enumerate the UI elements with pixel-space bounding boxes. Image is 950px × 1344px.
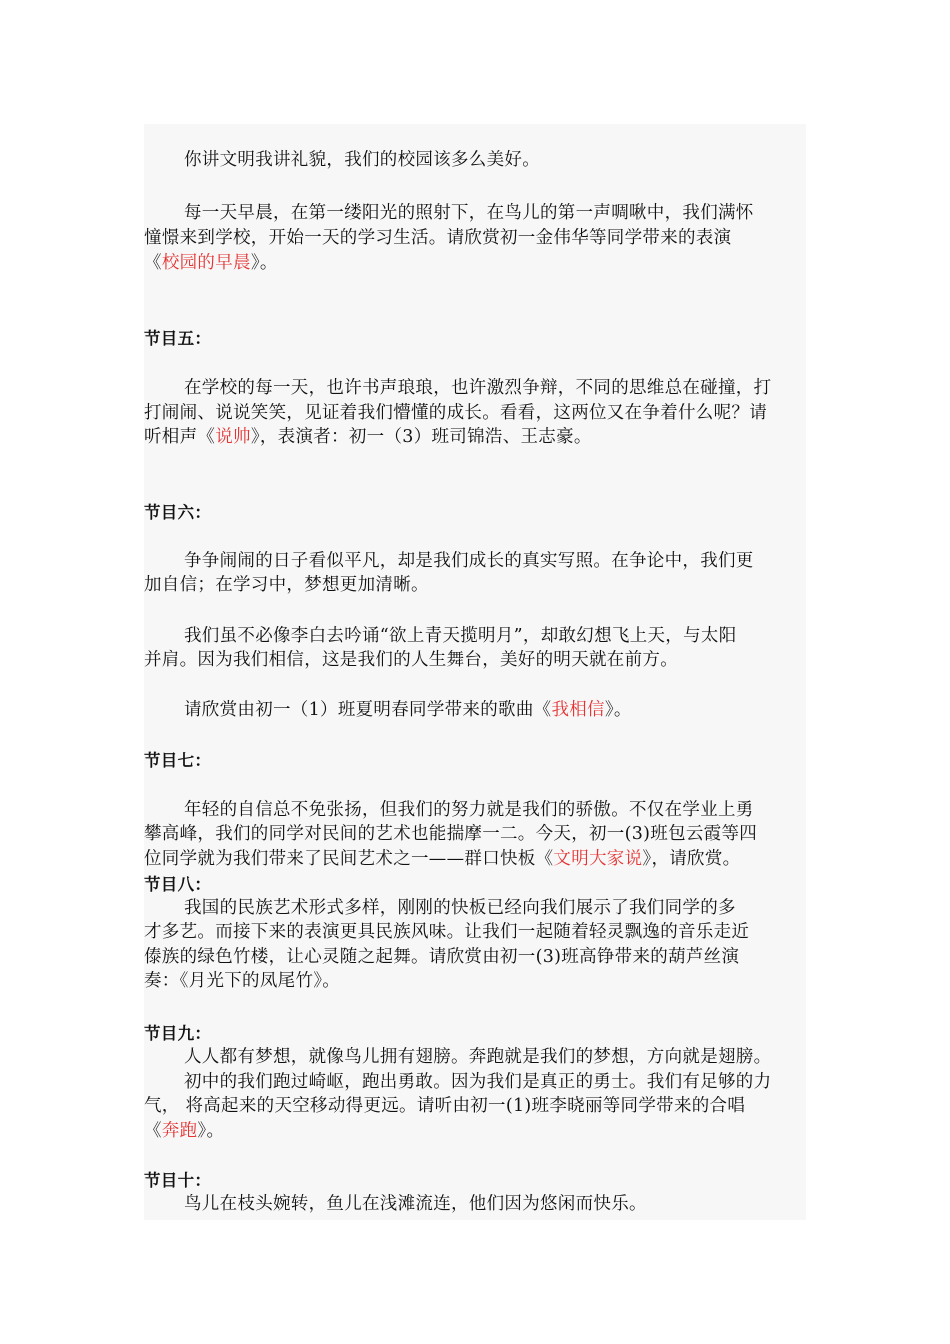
- section-heading-6: 节目六：: [144, 503, 212, 522]
- section-heading-9: 节目九：: [144, 1024, 212, 1043]
- section-10-line: 鸟儿在枝头婉转，鱼儿在浅滩流连，他们因为悠闲而快乐。: [184, 1194, 647, 1214]
- text-span: 位同学就为我们带来了民间艺术之一——群口快板《: [144, 849, 554, 869]
- section-9-line: [144, 1119, 806, 1144]
- text-span: 请欣赏由初一（1）班夏明春同学带来的歌曲《: [184, 700, 552, 720]
- section-8-line: 才多艺。而接下来的表演更具民族风味。让我们一起随着轻灵飘逸的音乐走近: [144, 922, 750, 942]
- text-span: 《: [144, 253, 162, 273]
- section-5-line: 打闹闹、说说笑笑，见证着我们懵懂的成长。看看，这两位又在争着什么呢？请: [144, 403, 767, 423]
- section-8-line: 我国的民族艺术形式多样，刚刚的快板已经向我们展示了我们同学的多: [184, 898, 736, 918]
- section-5-line: 在学校的每一天，也许书声琅琅，也许激烈争辩，不同的思维总在碰撞，打: [184, 378, 772, 398]
- paragraph-morning-line: [144, 251, 806, 276]
- text-span: 》。: [250, 253, 278, 273]
- text-span: 》，表演者：初一（3）班司锦浩、王志豪。: [250, 427, 592, 447]
- section-6-line: 争争闹闹的日子看似平凡，却是我们成长的真实写照。在争论中，我们更: [184, 551, 754, 571]
- paragraph-civility: 你讲文明我讲礼貌，我们的校园该多么美好。: [184, 150, 540, 170]
- section-heading-10: 节目十：: [144, 1171, 212, 1190]
- section-7-line: 攀高峰，我们的同学对民间的艺术也能揣摩一二。今天，初一(3)班包云霞等四: [144, 824, 758, 844]
- section-heading-5: 节目五：: [144, 329, 212, 348]
- section-6-line: 加自信；在学习中，梦想更加清晰。: [144, 575, 429, 595]
- text-span: 》。: [197, 1121, 225, 1141]
- text-span: 《: [144, 1121, 162, 1141]
- section-heading-8: 节目八：: [144, 875, 212, 894]
- section-heading-7: 节目七：: [144, 751, 212, 770]
- section-5-line: [144, 425, 806, 450]
- section-9-line: 气， 将高起来的天空移动得更远。请听由初一(1)班李晓丽等同学带来的合唱: [144, 1096, 746, 1116]
- section-8-line: 奏：《月光下的凤尾竹》。: [144, 971, 341, 991]
- section-6-line: 我们虽不必像李白去吟诵“欲上青天揽明月”，却敢幻想飞上天，与太阳: [184, 626, 737, 646]
- program-title-highlight: 说帅: [215, 427, 251, 447]
- section-8-line: 傣族的绿色竹楼，让心灵随之起舞。请欣赏由初一(3)班高铮带来的葫芦丝演: [144, 947, 740, 967]
- program-title-highlight: 我相信: [551, 700, 605, 720]
- program-title-highlight: 校园的早晨: [161, 253, 251, 273]
- text-span: 》。: [604, 700, 632, 720]
- paragraph-morning-line: 每一天早晨，在第一缕阳光的照射下，在鸟儿的第一声啁啾中，我们满怀: [184, 203, 754, 223]
- section-9-line: 人人都有梦想，就像鸟儿拥有翅膀。奔跑就是我们的梦想，方向就是翅膀。: [184, 1047, 772, 1067]
- section-7-line: [144, 847, 806, 872]
- section-9-line: 初中的我们跑过崎岖，跑出勇敢。因为我们是真正的勇士。我们有足够的力: [184, 1072, 772, 1092]
- text-span: 听相声《: [144, 427, 216, 447]
- program-title-highlight: 文明大家说: [553, 849, 643, 869]
- paragraph-morning-line: 憧憬来到学校，开始一天的学习生活。请欣赏初一金伟华等同学带来的表演: [144, 228, 732, 248]
- section-7-line: 年轻的自信总不免张扬，但我们的努力就是我们的骄傲。不仅在学业上勇: [184, 800, 754, 820]
- section-6-line: 并肩。因为我们相信，这是我们的人生舞台，美好的明天就在前方。: [144, 650, 678, 670]
- section-6-line: [184, 698, 806, 723]
- text-span: 》，请欣赏。: [642, 849, 741, 869]
- program-title-highlight: 奔跑: [161, 1121, 198, 1141]
